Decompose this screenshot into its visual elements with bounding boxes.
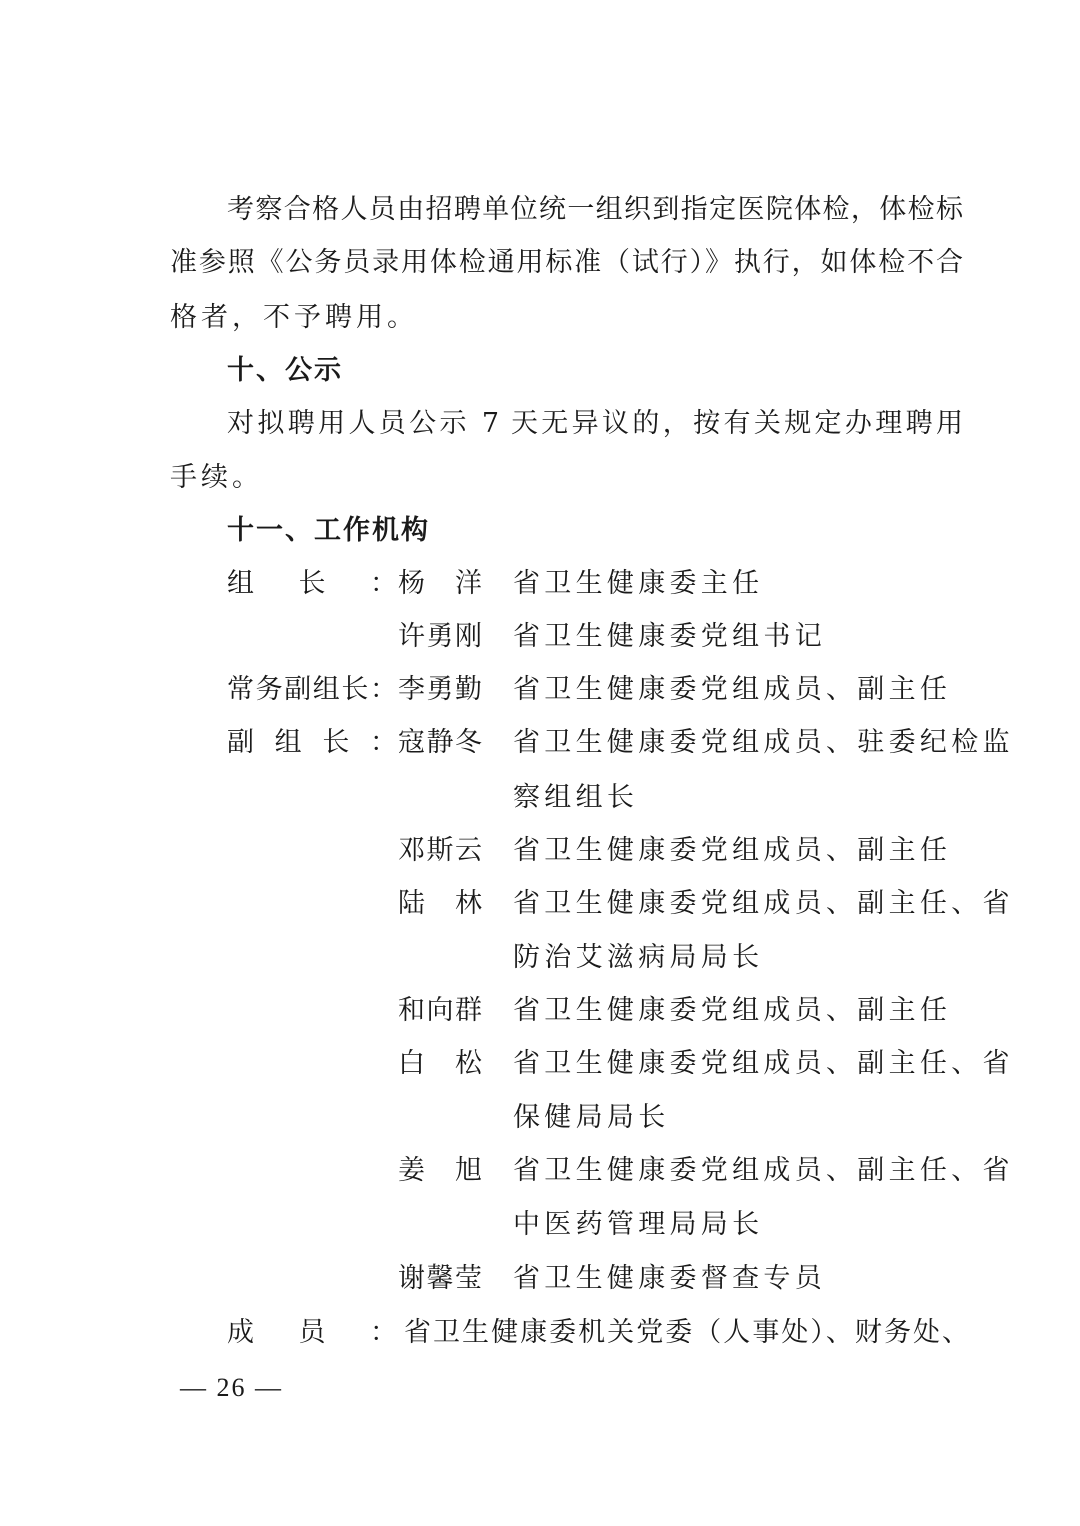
roster-name: 谢馨莹: [398, 1263, 482, 1294]
roster-role: 保健局局长: [513, 1102, 670, 1133]
roster-row: [0, 725, 1080, 761]
roster-row: [0, 566, 1080, 602]
roster-row: [0, 1100, 1080, 1136]
members-title: 成员：: [227, 1317, 397, 1348]
roster-role: 省卫生健康委党组成员、副主任、省: [513, 1155, 1014, 1186]
roster-row: [0, 1153, 1080, 1189]
roster-row: [0, 619, 1080, 655]
roster-role: 省卫生健康委党组成员、副主任、省: [513, 888, 1014, 919]
roster-name: 陆林: [398, 888, 482, 919]
roster-row: [0, 993, 1080, 1029]
section-heading: 十一、工作机构: [227, 515, 430, 546]
section-heading: 十、公示: [227, 355, 343, 386]
roster-name: 杨洋: [398, 568, 482, 599]
roster-role: 省卫生健康委党组成员、驻委纪检监: [513, 727, 1014, 758]
roster-name: 邓斯云: [398, 835, 482, 866]
roster-role: 省卫生健康委主任: [513, 568, 764, 599]
roster-title: 副组长：: [227, 727, 397, 758]
members-text: 省卫生健康委机关党委（人事处）、财务处、: [404, 1317, 969, 1348]
roster-role: 省卫生健康委党组成员、副主任、省: [513, 1048, 1014, 1079]
roster-row: [0, 940, 1080, 976]
roster-role: 中医药管理局局长: [513, 1209, 764, 1240]
roster-row: [0, 1046, 1080, 1082]
roster-role: 省卫生健康委党组成员、副主任: [513, 674, 952, 705]
paragraph-line: 格者，不予聘用。: [170, 302, 418, 333]
roster-name: 白松: [398, 1048, 482, 1079]
paragraph-line: 手续。: [170, 462, 263, 493]
paragraph-line: 考察合格人员由招聘单位统一组织到指定医院体检，体检标: [227, 194, 963, 225]
page-number: — 26 —: [180, 1373, 283, 1402]
roster-name: 李勇勤: [398, 674, 482, 705]
roster-row: [0, 672, 1080, 708]
roster-role: 防治艾滋病局局长: [513, 942, 764, 973]
roster-row: [0, 1261, 1080, 1297]
roster-role: 省卫生健康委党组书记: [513, 621, 826, 652]
roster-row: [0, 1207, 1080, 1243]
roster-name: 许勇刚: [398, 621, 482, 652]
roster-role: 省卫生健康委党组成员、副主任: [513, 995, 952, 1026]
roster-role: 省卫生健康委督查专员: [513, 1263, 826, 1294]
roster-title: 组长：: [227, 568, 397, 599]
roster-name: 和向群: [398, 995, 482, 1026]
roster-name: 寇静冬: [398, 727, 482, 758]
roster-row: [0, 833, 1080, 869]
roster-name: 姜旭: [398, 1155, 482, 1186]
members-row: [0, 1315, 1080, 1351]
roster-row: [0, 780, 1080, 816]
roster-role: 察组组长: [513, 782, 639, 813]
paragraph-line: 准参照《公务员录用体检通用标准（试行）》执行，如体检不合: [170, 247, 963, 278]
paragraph-line: 对拟聘用人员公示 7 天无异议的，按有关规定办理聘用: [227, 408, 963, 439]
roster-row: [0, 886, 1080, 922]
roster-title: 常务副组长：: [227, 674, 397, 705]
roster-role: 省卫生健康委党组成员、副主任: [513, 835, 952, 866]
